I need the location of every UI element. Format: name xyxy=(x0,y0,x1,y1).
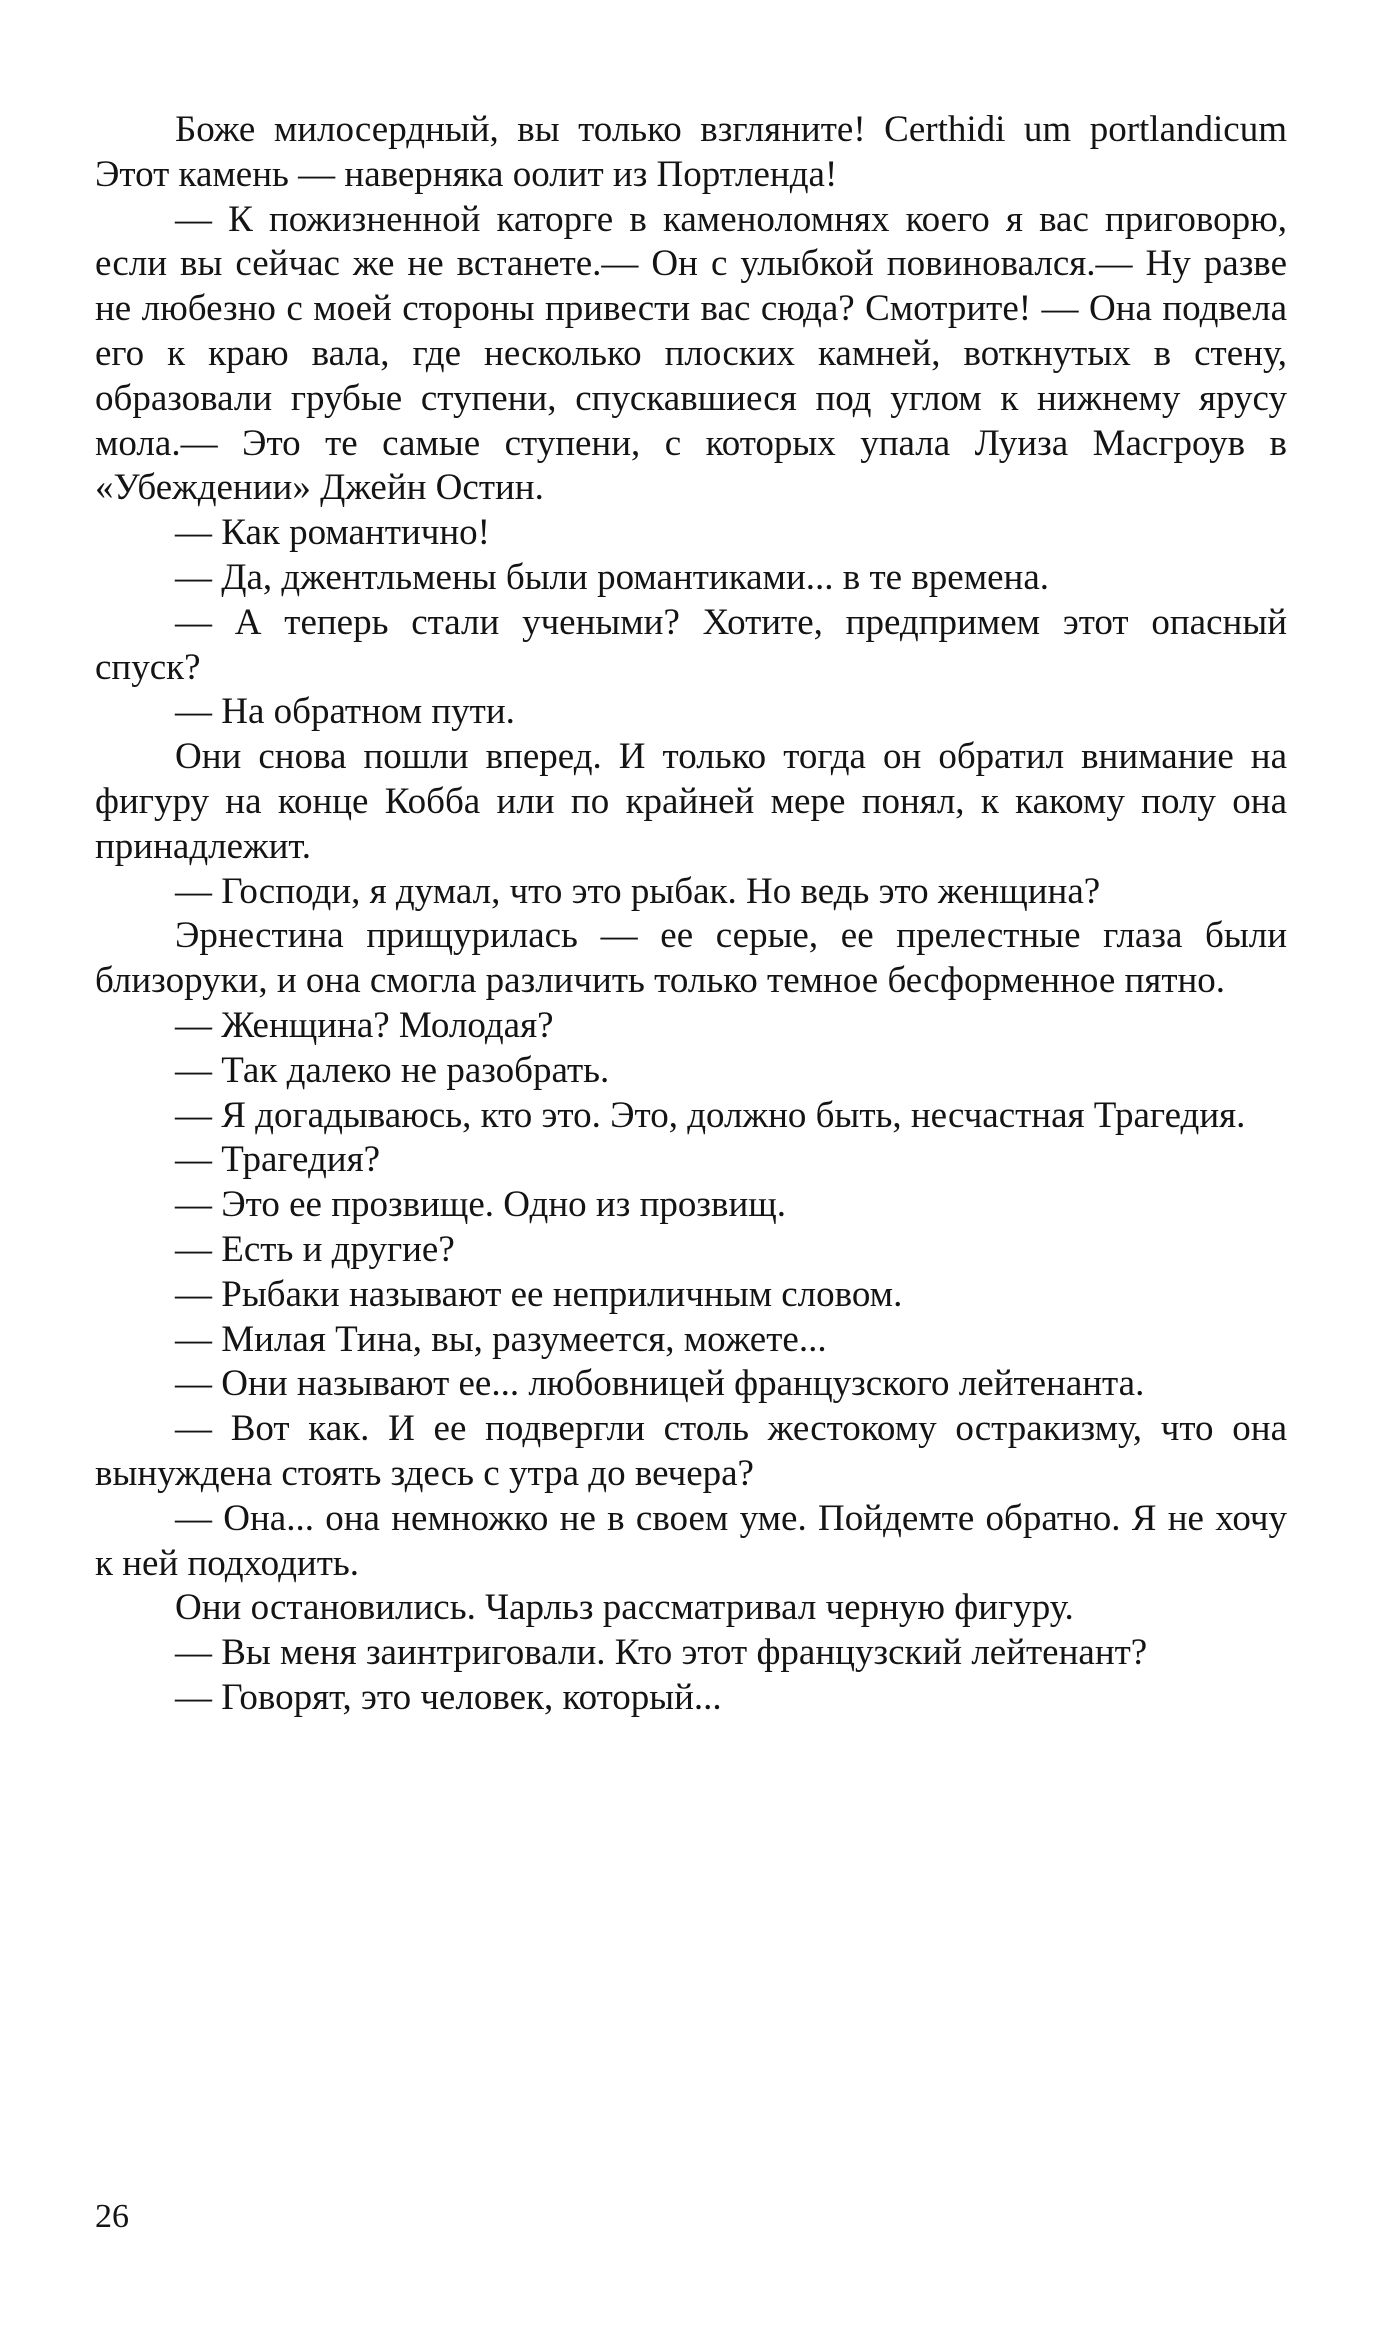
paragraph: — Рыбаки называют ее неприличным словом. xyxy=(175,1273,903,1315)
paragraph: — Вы меня заинтриговали. Кто этот французский лейтенант? xyxy=(175,1632,1148,1674)
paragraph: — Она... она немножко не в своем уме. Пойдемте обратно. Я не хочу к ней подходить. xyxy=(95,1497,1287,1584)
paragraph: — Это ее прозвище. Одно из прозвищ. xyxy=(175,1184,787,1226)
paragraph: — Вот как. И ее подвергли столь жестокому остракизму, что она вынуждена стоять здесь с утра до вечера? xyxy=(95,1408,1287,1494)
paragraph: — Говорят, это человек, который... xyxy=(175,1676,722,1718)
paragraph: — А теперь стали учеными? Хотите, предпримем этот опасный спуск? xyxy=(95,601,1287,688)
paragraph: — Я догадываюсь, кто это. Это, должно быть, несчастная Трагедия. xyxy=(175,1094,1246,1136)
paragraph: Они остановились. Чарльз рассматривал черную фигуру. xyxy=(175,1587,1074,1629)
paragraph: — Да, джентльмены были романтиками... в те времена. xyxy=(175,556,1050,598)
paragraph: — Так далеко не разобрать. xyxy=(175,1049,610,1091)
paragraph: — Есть и другие? xyxy=(175,1228,455,1270)
paragraph: — К пожизненной каторге в каменоломнях коего я вас приговорю, если вы сейчас же не встанете.— Он с улыбкой повиновался.— Ну разве не любезно с моей стороны привести вас сюда? Смотрите! — Она подвела его к краю вала, где несколько плоских камней, воткнутых в стену, образовали грубые ступени, спускавшиеся под углом к нижнему ярусу мола.— Это те самые ступени, с которых упала Луиза Масгроув в «Убеждении» Джейн Остин. xyxy=(95,198,1287,509)
page-body-text xyxy=(95,108,1287,1721)
paragraph: Боже милосердный, вы только взгляните! Certhidi um portlandicum Этот камень — наверняка оолит из Портленда! xyxy=(95,109,1287,195)
paragraph: Эрнестина прищурилась — ее серые, ее прелестные глаза были близоруки, и она смогла различить только темное бесформенное пятно. xyxy=(95,915,1287,1002)
paragraph: — Они называют ее... любовницей французского лейтенанта. xyxy=(175,1363,1145,1405)
page-number: 26 xyxy=(95,2198,129,2235)
paragraph: Они снова пошли вперед. И только тогда он обратил внимание на фигуру на конце Кобба или по крайней мере понял, к какому полу она принадлежит. xyxy=(95,736,1287,867)
paragraph: — На обратном пути. xyxy=(175,691,515,733)
paragraph: — Трагедия? xyxy=(175,1139,381,1181)
paragraph: — Как романтично! xyxy=(175,512,490,554)
paragraph: — Милая Тина, вы, разумеется, можете... xyxy=(175,1318,827,1360)
paragraph: — Господи, я думал, что это рыбак. Но ведь это женщина? xyxy=(175,870,1101,912)
paragraph: — Женщина? Молодая? xyxy=(175,1004,554,1046)
